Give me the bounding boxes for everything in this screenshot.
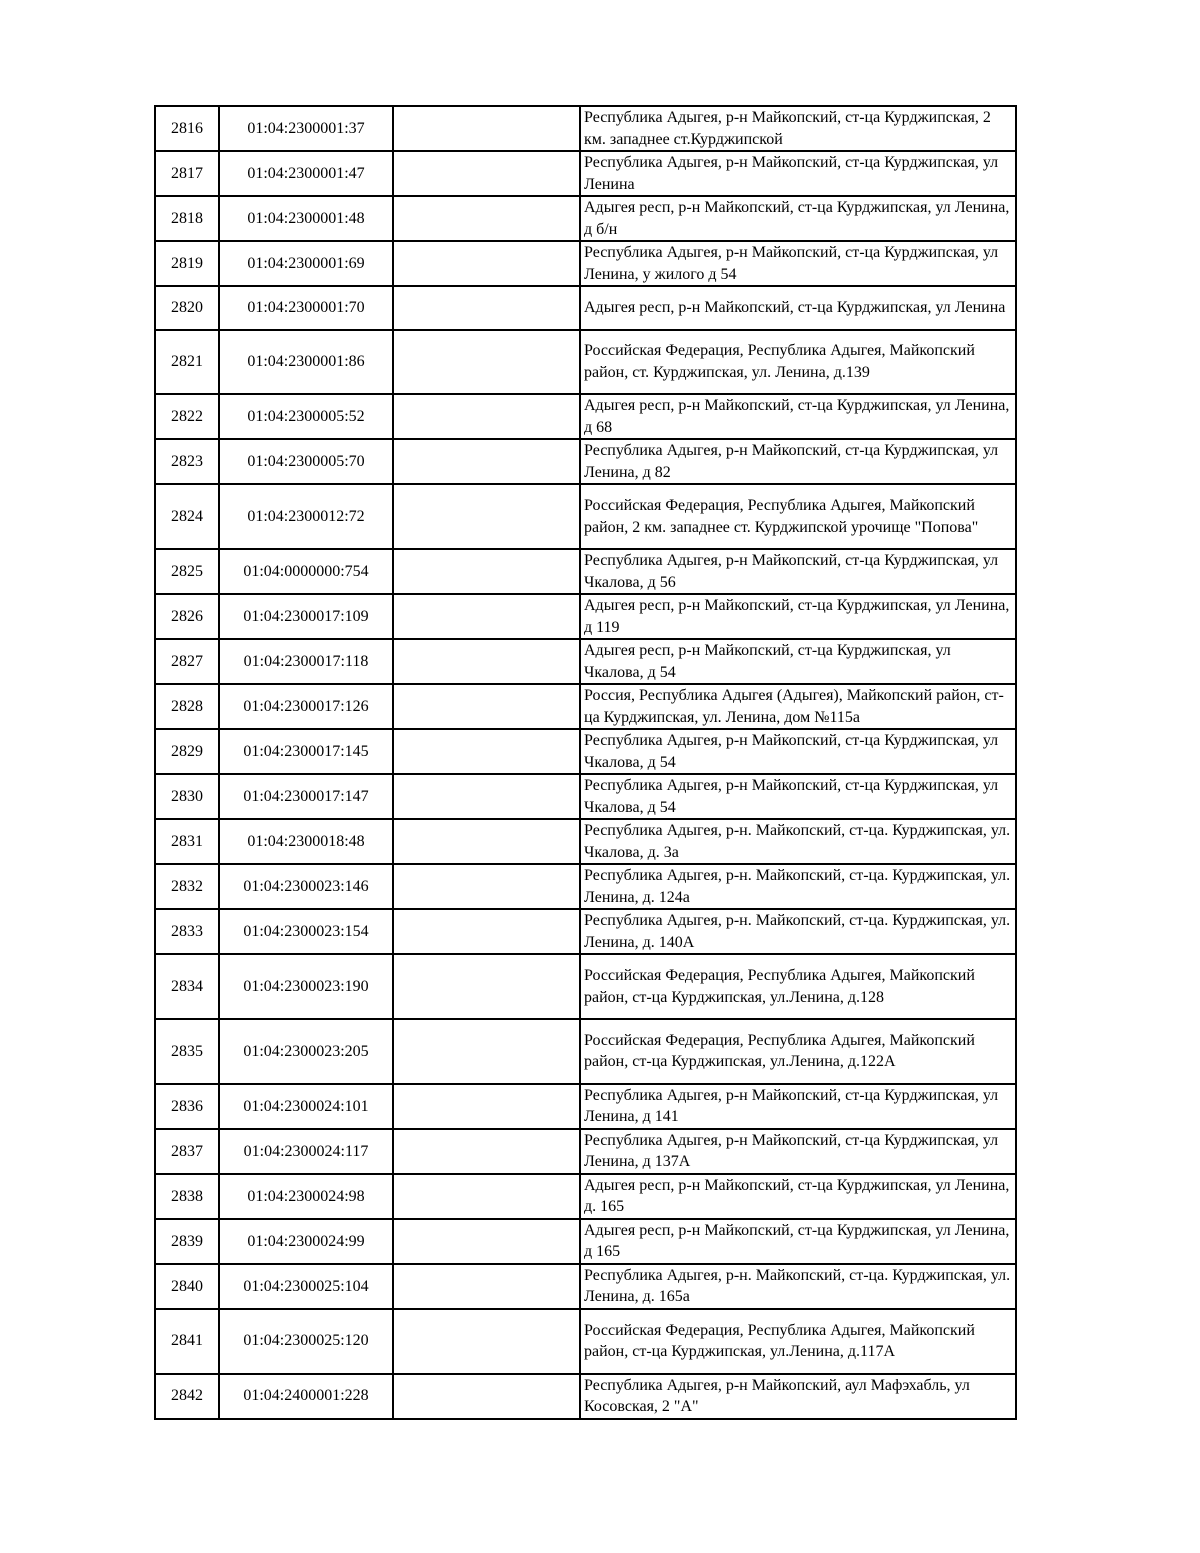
cadastral-number-cell: 01:04:2300001:86 xyxy=(219,330,393,395)
row-number-cell: 2839 xyxy=(155,1219,219,1264)
empty-cell xyxy=(393,684,580,729)
table-row xyxy=(155,151,1016,196)
empty-cell xyxy=(393,819,580,864)
cadastral-number-cell: 01:04:2300017:145 xyxy=(219,729,393,774)
row-number-cell: 2822 xyxy=(155,394,219,439)
empty-cell xyxy=(393,864,580,909)
cadastral-number-cell: 01:04:2300001:37 xyxy=(219,106,393,151)
row-number-cell: 2821 xyxy=(155,330,219,395)
table-row xyxy=(155,286,1016,330)
table-row xyxy=(155,1019,1016,1084)
table-row xyxy=(155,684,1016,729)
address-cell: Республика Адыгея, р-н Майкопский, ст-ца Курджипская, ул Ленина, д 137А xyxy=(580,1129,1016,1174)
row-number-cell: 2824 xyxy=(155,484,219,549)
cadastral-number-cell: 01:04:2300012:72 xyxy=(219,484,393,549)
empty-cell xyxy=(393,196,580,241)
address-cell: Адыгея респ, р-н Майкопский, ст-ца Курджипская, ул Ленина, д 119 xyxy=(580,594,1016,639)
row-number-cell: 2825 xyxy=(155,549,219,594)
address-cell: Республика Адыгея, р-н Майкопский, ст-ца Курджипская, ул Ленина, д 82 xyxy=(580,439,1016,484)
empty-cell xyxy=(393,549,580,594)
row-number-cell: 2818 xyxy=(155,196,219,241)
cadastral-number-cell: 01:04:2300017:126 xyxy=(219,684,393,729)
cadastral-number-cell: 01:04:2300023:146 xyxy=(219,864,393,909)
cadastral-number-cell: 01:04:2300024:98 xyxy=(219,1174,393,1219)
address-cell: Российская Федерация, Республика Адыгея, Майкопский район, ст-ца Курджипская, ул.Ленина, д.128 xyxy=(580,954,1016,1019)
table-row xyxy=(155,954,1016,1019)
address-cell: Республика Адыгея, р-н Майкопский, ст-ца Курджипская, ул Чкалова, д 54 xyxy=(580,729,1016,774)
address-cell: Республика Адыгея, р-н Майкопский, ст-ца Курджипская, ул Ленина, д 141 xyxy=(580,1084,1016,1129)
address-cell: Республика Адыгея, р-н Майкопский, аул Мафэхабль, ул Косовская, 2 "А" xyxy=(580,1374,1016,1419)
row-number-cell: 2823 xyxy=(155,439,219,484)
row-number-cell: 2840 xyxy=(155,1264,219,1309)
table-row xyxy=(155,1084,1016,1129)
empty-cell xyxy=(393,394,580,439)
address-cell: Адыгея респ, р-н Майкопский, ст-ца Курджипская, ул Ленина, д 165 xyxy=(580,1219,1016,1264)
address-cell: Республика Адыгея, р-н. Майкопский, ст-ца. Курджипская, ул. Ленина, д. 165а xyxy=(580,1264,1016,1309)
cadastral-number-cell: 01:04:2300001:48 xyxy=(219,196,393,241)
table-row xyxy=(155,439,1016,484)
table-row xyxy=(155,819,1016,864)
cadastral-number-cell: 01:04:2300005:70 xyxy=(219,439,393,484)
address-cell: Республика Адыгея, р-н Майкопский, ст-ца Курджипская, ул Ленина, у жилого д 54 xyxy=(580,241,1016,286)
row-number-cell: 2827 xyxy=(155,639,219,684)
empty-cell xyxy=(393,1309,580,1374)
table-row xyxy=(155,1219,1016,1264)
table-row xyxy=(155,639,1016,684)
row-number-cell: 2830 xyxy=(155,774,219,819)
address-cell: Республика Адыгея, р-н Майкопский, ст-ца Курджипская, ул Чкалова, д 54 xyxy=(580,774,1016,819)
table-row xyxy=(155,774,1016,819)
table-row xyxy=(155,594,1016,639)
address-cell: Адыгея респ, р-н Майкопский, ст-ца Курджипская, ул Ленина, д б/н xyxy=(580,196,1016,241)
cadastral-number-cell: 01:04:2300024:99 xyxy=(219,1219,393,1264)
address-cell: Российская Федерация, Республика Адыгея, Майкопский район, ст. Курджипская, ул. Ленина, д.139 xyxy=(580,330,1016,395)
empty-cell xyxy=(393,1129,580,1174)
table-row xyxy=(155,106,1016,151)
address-cell: Российская Федерация, Республика Адыгея, Майкопский район, ст-ца Курджипская, ул.Ленина, д.122А xyxy=(580,1019,1016,1084)
cadastral-number-cell: 01:04:2300001:70 xyxy=(219,286,393,330)
row-number-cell: 2831 xyxy=(155,819,219,864)
table-row xyxy=(155,484,1016,549)
empty-cell xyxy=(393,954,580,1019)
table-row xyxy=(155,1309,1016,1374)
empty-cell xyxy=(393,151,580,196)
empty-cell xyxy=(393,1084,580,1129)
empty-cell xyxy=(393,774,580,819)
table-row xyxy=(155,909,1016,954)
row-number-cell: 2829 xyxy=(155,729,219,774)
address-cell: Республика Адыгея, р-н. Майкопский, ст-ца. Курджипская, ул. Ленина, д. 124а xyxy=(580,864,1016,909)
empty-cell xyxy=(393,909,580,954)
empty-cell xyxy=(393,484,580,549)
empty-cell xyxy=(393,106,580,151)
table-row xyxy=(155,330,1016,395)
table-row xyxy=(155,1264,1016,1309)
table-row xyxy=(155,1174,1016,1219)
cadastral-number-cell: 01:04:2300024:101 xyxy=(219,1084,393,1129)
land-plots-table xyxy=(154,105,1017,1420)
empty-cell xyxy=(393,439,580,484)
address-cell: Россия, Республика Адыгея (Адыгея), Майкопский район, ст-ца Курджипская, ул. Ленина, дом №115а xyxy=(580,684,1016,729)
empty-cell xyxy=(393,1019,580,1084)
empty-cell xyxy=(393,594,580,639)
table-row xyxy=(155,241,1016,286)
row-number-cell: 2838 xyxy=(155,1174,219,1219)
table-row xyxy=(155,729,1016,774)
cadastral-number-cell: 01:04:2300025:104 xyxy=(219,1264,393,1309)
address-cell: Республика Адыгея, р-н Майкопский, ст-ца Курджипская, 2 км. западнее ст.Курджипской xyxy=(580,106,1016,151)
row-number-cell: 2826 xyxy=(155,594,219,639)
cadastral-number-cell: 01:04:2300024:117 xyxy=(219,1129,393,1174)
empty-cell xyxy=(393,639,580,684)
address-cell: Адыгея респ, р-н Майкопский, ст-ца Курджипская, ул Ленина xyxy=(580,286,1016,330)
row-number-cell: 2828 xyxy=(155,684,219,729)
row-number-cell: 2841 xyxy=(155,1309,219,1374)
empty-cell xyxy=(393,241,580,286)
table-row xyxy=(155,196,1016,241)
row-number-cell: 2842 xyxy=(155,1374,219,1419)
row-number-cell: 2817 xyxy=(155,151,219,196)
row-number-cell: 2833 xyxy=(155,909,219,954)
empty-cell xyxy=(393,286,580,330)
cadastral-number-cell: 01:04:2300025:120 xyxy=(219,1309,393,1374)
empty-cell xyxy=(393,729,580,774)
address-cell: Российская Федерация, Республика Адыгея, Майкопский район, 2 км. западнее ст. Курджипской урочище "Попова" xyxy=(580,484,1016,549)
row-number-cell: 2820 xyxy=(155,286,219,330)
row-number-cell: 2832 xyxy=(155,864,219,909)
row-number-cell: 2836 xyxy=(155,1084,219,1129)
empty-cell xyxy=(393,1174,580,1219)
cadastral-number-cell: 01:04:2300017:109 xyxy=(219,594,393,639)
empty-cell xyxy=(393,1374,580,1419)
address-cell: Республика Адыгея, р-н. Майкопский, ст-ца. Курджипская, ул. Ленина, д. 140А xyxy=(580,909,1016,954)
cadastral-number-cell: 01:04:2300017:147 xyxy=(219,774,393,819)
row-number-cell: 2834 xyxy=(155,954,219,1019)
cadastral-number-cell: 01:04:2300023:205 xyxy=(219,1019,393,1084)
row-number-cell: 2837 xyxy=(155,1129,219,1174)
cadastral-number-cell: 01:04:2300018:48 xyxy=(219,819,393,864)
empty-cell xyxy=(393,330,580,395)
address-cell: Российская Федерация, Республика Адыгея, Майкопский район, ст-ца Курджипская, ул.Ленина, д.117А xyxy=(580,1309,1016,1374)
address-cell: Республика Адыгея, р-н. Майкопский, ст-ца. Курджипская, ул. Чкалова, д. 3а xyxy=(580,819,1016,864)
address-cell: Республика Адыгея, р-н Майкопский, ст-ца Курджипская, ул Чкалова, д 56 xyxy=(580,549,1016,594)
address-cell: Адыгея респ, р-н Майкопский, ст-ца Курджипская, ул Чкалова, д 54 xyxy=(580,639,1016,684)
row-number-cell: 2835 xyxy=(155,1019,219,1084)
cadastral-number-cell: 01:04:2400001:228 xyxy=(219,1374,393,1419)
table-row xyxy=(155,394,1016,439)
row-number-cell: 2816 xyxy=(155,106,219,151)
cadastral-number-cell: 01:04:2300017:118 xyxy=(219,639,393,684)
table-row xyxy=(155,864,1016,909)
table-row xyxy=(155,1374,1016,1419)
empty-cell xyxy=(393,1264,580,1309)
cadastral-number-cell: 01:04:0000000:754 xyxy=(219,549,393,594)
table-body xyxy=(155,106,1016,1419)
empty-cell xyxy=(393,1219,580,1264)
table-row xyxy=(155,549,1016,594)
cadastral-number-cell: 01:04:2300023:190 xyxy=(219,954,393,1019)
cadastral-number-cell: 01:04:2300023:154 xyxy=(219,909,393,954)
table-row xyxy=(155,1129,1016,1174)
cadastral-number-cell: 01:04:2300001:47 xyxy=(219,151,393,196)
address-cell: Республика Адыгея, р-н Майкопский, ст-ца Курджипская, ул Ленина xyxy=(580,151,1016,196)
cadastral-number-cell: 01:04:2300001:69 xyxy=(219,241,393,286)
cadastral-number-cell: 01:04:2300005:52 xyxy=(219,394,393,439)
address-cell: Адыгея респ, р-н Майкопский, ст-ца Курджипская, ул Ленина, д. 165 xyxy=(580,1174,1016,1219)
row-number-cell: 2819 xyxy=(155,241,219,286)
address-cell: Адыгея респ, р-н Майкопский, ст-ца Курджипская, ул Ленина, д 68 xyxy=(580,394,1016,439)
